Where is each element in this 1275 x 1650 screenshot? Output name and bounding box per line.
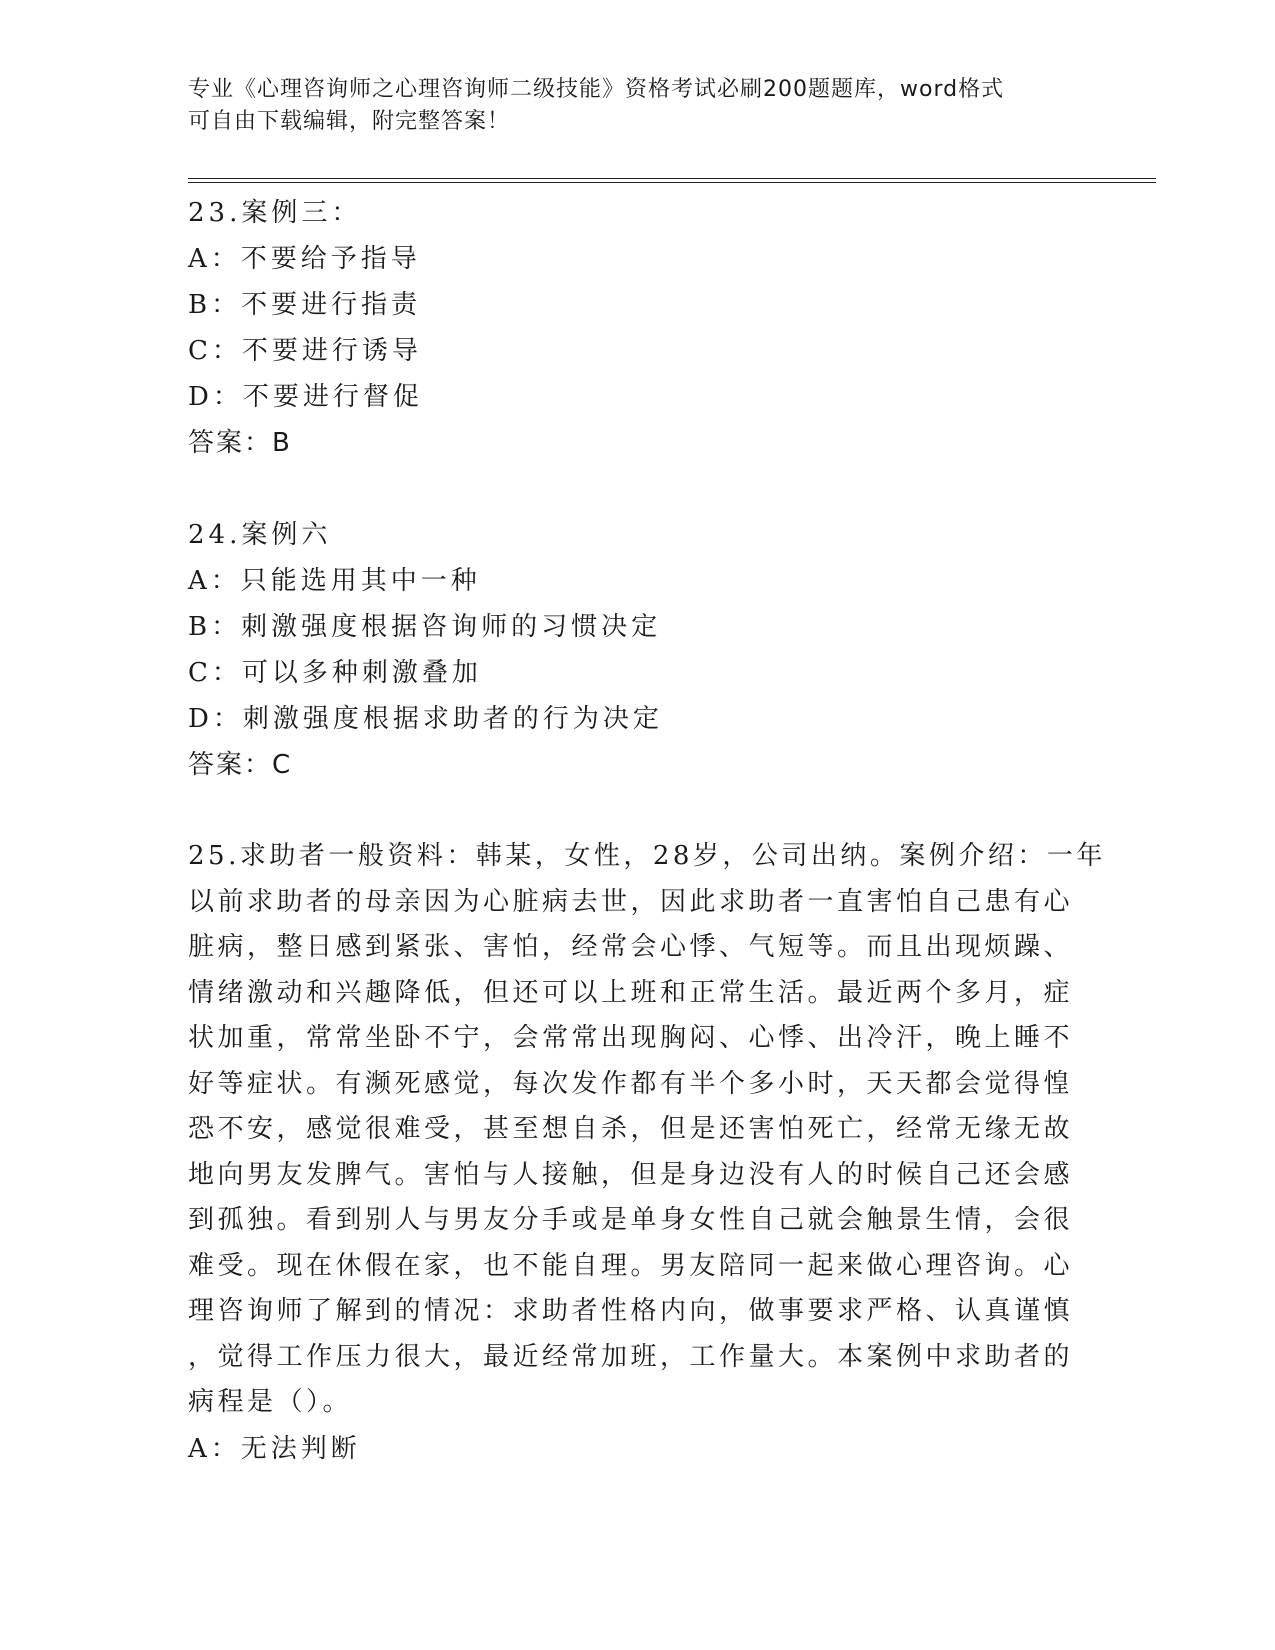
answer-label: 答案：B: [188, 428, 292, 458]
question-stem: 24.案例六: [188, 520, 332, 550]
stem-line: 地向男友发脾气。害怕与人接触，但是身边没有人的时候自己还会感: [188, 1159, 1074, 1190]
stem-line: 难受。现在休假在家，也不能自理。男友陪同一起来做心理咨询。心: [188, 1250, 1074, 1281]
option-a: A：无法判断: [188, 1433, 361, 1464]
stem-line: 脏病，整日感到紧张、害怕，经常会心悸、气短等。而且出现烦躁、: [188, 932, 1074, 962]
stem-line: 病程是（）。: [188, 1387, 353, 1417]
option-b: B：刺激强度根据咨询师的习惯决定: [188, 612, 662, 642]
question-list: [188, 190, 1106, 1472]
question-stem: [188, 834, 1106, 1426]
stem-line: 好等症状。有濒死感觉，每次发作都有半个多小时，天天都会觉得惶: [188, 1068, 1074, 1099]
stem-line: 理咨询师了解到的情况：求助者性格内向，做事要求严格、认真谨慎: [188, 1296, 1074, 1326]
stem-line: 状加重，常常坐卧不宁，会常常出现胸闷、心悸、出冷汗，晚上睡不: [188, 1023, 1074, 1053]
question-25: [188, 834, 1106, 1472]
option-b: B：不要进行指责: [188, 290, 422, 320]
stem-line: ，觉得工作压力很大，最近经常加班，工作量大。本案例中求助者的: [188, 1341, 1074, 1372]
option-a: A：不要给予指导: [188, 244, 421, 274]
option-c: C：不要进行诱导: [188, 336, 422, 366]
question-23: [188, 190, 1098, 466]
header-double-rule: [188, 178, 1156, 183]
stem-line: 情绪激动和兴趣降低，但还可以上班和正常生活。最近两个多月，症: [188, 977, 1074, 1008]
header-title-line-1: 专业《心理咨询师之心理咨询师二级技能》资格考试必刷200题题库，word格式: [188, 77, 1005, 102]
document-header: [188, 74, 1088, 138]
stem-line: 25.求助者一般资料：韩某，女性，28岁，公司出纳。案例介绍：一年: [188, 841, 1106, 871]
option-d: D：不要进行督促: [188, 382, 423, 412]
question-24: [188, 512, 1098, 788]
question-stem: 23.案例三：: [188, 198, 362, 228]
stem-line: 以前求助者的母亲因为心脏病去世，因此求助者一直害怕自己患有心: [188, 886, 1074, 917]
option-d: D：刺激强度根据求助者的行为决定: [188, 704, 663, 734]
stem-line: 恐不安，感觉很难受，甚至想自杀，但是还害怕死亡，经常无缘无故: [188, 1114, 1074, 1144]
spacer: [188, 788, 1098, 834]
answer-label: 答案：C: [188, 750, 293, 780]
header-title-line-2: 可自由下载编辑，附完整答案！: [188, 109, 511, 134]
stem-line: 到孤独。看到别人与男友分手或是单身女性自己就会触景生情，会很: [188, 1205, 1074, 1235]
spacer: [188, 466, 1098, 512]
option-a: A：只能选用其中一种: [188, 566, 481, 596]
option-c: C：可以多种刺激叠加: [188, 658, 482, 688]
